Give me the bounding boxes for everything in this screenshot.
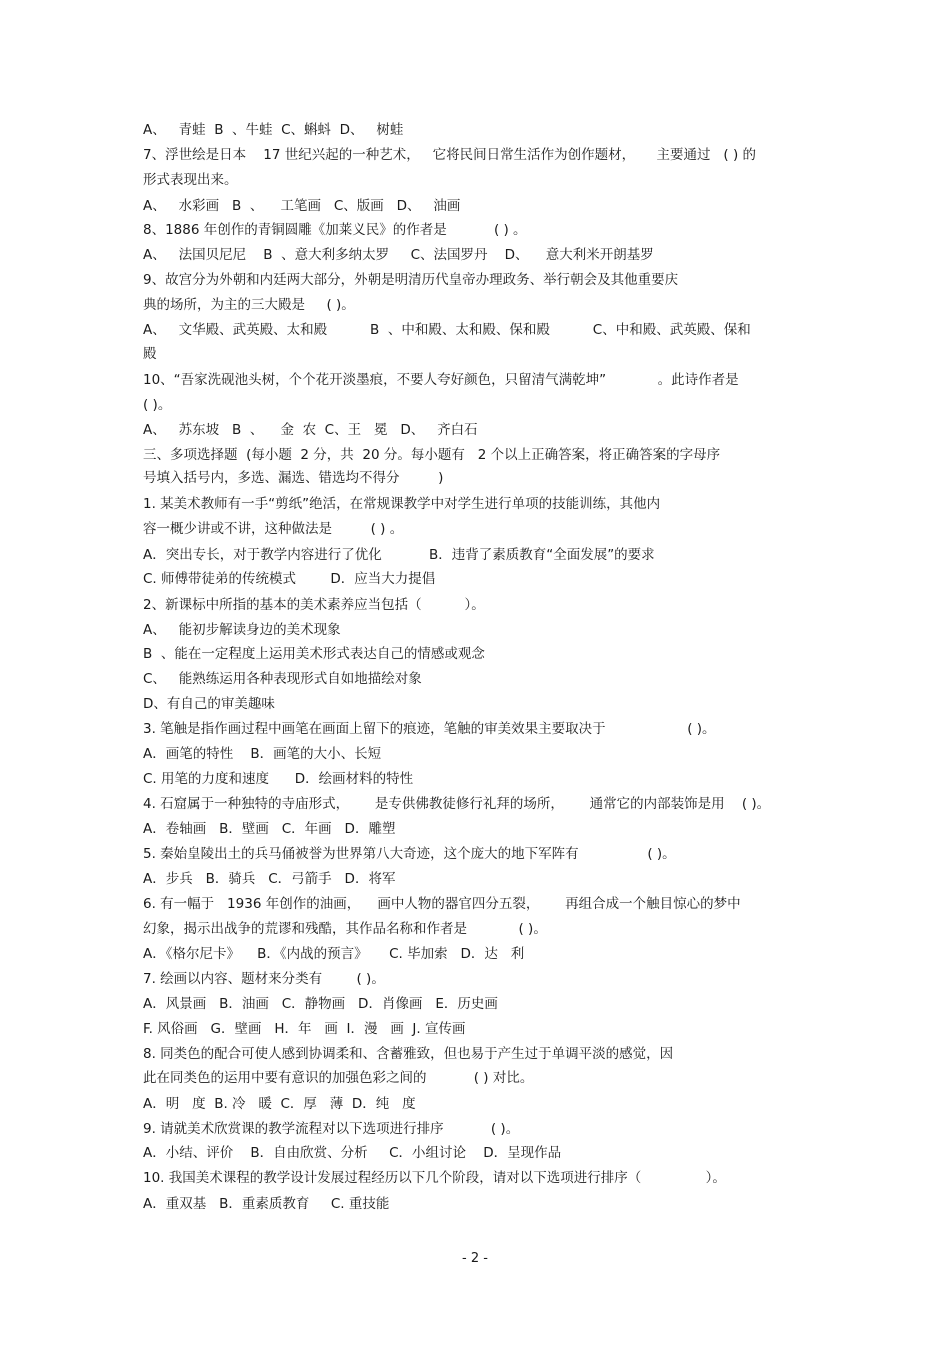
text-line: ( )。	[143, 397, 172, 413]
text-line: 5. 秦始皇陵出土的兵马俑被誉为世界第八大奇迹，这个庞大的地下军阵有 ( )。	[143, 846, 676, 862]
text-line: C. 用笔的力度和速度 D．绘画材料的特性	[143, 771, 414, 787]
text-line: A、 法国贝尼尼 B 、意大利多纳太罗 C、法国罗丹 D、 意大利米开朗基罗	[143, 247, 654, 263]
text-line: A、 青蛙 B 、牛蛙 C、蝌蚪 D、 树蛙	[143, 122, 404, 138]
text-line: 3. 笔触是指作画过程中画笔在画面上留下的痕迹，笔触的审美效果主要取决于 ( )。	[143, 721, 716, 737]
text-line: A、 水彩画 B 、 工笔画 C、版画 D、 油画	[143, 198, 461, 214]
text-line: 形式表现出来。	[143, 172, 238, 188]
text-line: F. 风俗画 G．壁画 H．年 画 I．漫 画 J. 宣传画	[143, 1021, 466, 1037]
text-line: 2、新课标中所指的基本的美术素养应当包括（ ）。	[143, 597, 485, 613]
text-line: A、 能初步解读身边的美术现象	[143, 622, 341, 638]
text-line: D、有自己的审美趣味	[143, 696, 275, 712]
text-line: 7、浮世绘是日本 17 世纪兴起的一种艺术， 它将民间日常生活作为创作题材， 主要通过 ( ) 的	[143, 147, 757, 163]
text-line: B 、能在一定程度上运用美术形式表达自己的情感或观念	[143, 646, 485, 662]
text-line: A．步兵 B．骑兵 C．弓箭手 D．将军	[143, 871, 396, 887]
text-line: A．《格尔尼卡》 B．《内战的预言》 C. 毕加索 D．达 利	[143, 946, 525, 962]
text-line: A、 苏东坡 B 、 金 农 C、王 冕 D、 齐白石	[143, 422, 478, 438]
text-line: 此在同类色的运用中要有意识的加强色彩之间的 ( ) 对比。	[143, 1070, 534, 1086]
text-line: 7. 绘画以内容、题材来分类有 ( )。	[143, 971, 385, 987]
text-line: 10. 我国美术课程的教学设计发展过程经历以下几个阶段，请对以下选项进行排序（ ）。	[143, 1170, 726, 1186]
text-line: 容一概少讲或不讲，这种做法是 ( ) 。	[143, 521, 404, 537]
text-line: 9. 请就美术欣赏课的教学流程对以下选项进行排序 ( )。	[143, 1121, 520, 1137]
text-line: A．风景画 B．油画 C．静物画 D．肖像画 E．历史画	[143, 996, 498, 1012]
text-line: 8. 同类色的配合可使人感到协调柔和、含蓄雅致，但也易于产生过于单调平淡的感觉，因	[143, 1046, 674, 1062]
text-line: 幻象，揭示出战争的荒谬和残酷，其作品名称和作者是 ( )。	[143, 921, 547, 937]
text-line: 4. 石窟属于一种独特的寺庙形式， 是专供佛教徒修行礼拜的场所， 通常它的内部装饰是用 ( )。	[143, 796, 771, 812]
text-line: 典的场所，为主的三大殿是 ( )。	[143, 297, 355, 313]
page-number: - 2 -	[462, 1251, 488, 1266]
text-line: 号填入括号内，多选、漏选、错选均不得分 )	[143, 470, 444, 486]
text-line: 殿	[143, 346, 157, 362]
text-line: A．突出专长，对于教学内容进行了优化 B．违背了素质教育“全面发展”的要求	[143, 547, 655, 563]
text-line: A．画笔的特性 B．画笔的大小、长短	[143, 746, 382, 762]
text-line: 1. 某美术教师有一手“剪纸”绝活，在常规课教学中对学生进行单项的技能训练，其他内	[143, 496, 661, 512]
text-line: A．卷轴画 B．壁画 C．年画 D．雕塑	[143, 821, 396, 837]
text-line: A．重双基 B．重素质教育 C. 重技能	[143, 1196, 390, 1212]
text-line: A、 文华殿、武英殿、太和殿 B 、中和殿、太和殿、保和殿 C、中和殿、武英殿、保和	[143, 322, 751, 338]
text-line: A．明 度 B. 冷 暖 C．厚 薄 D．纯 度	[143, 1096, 416, 1112]
text-line: 6. 有一幅于 1936 年创作的油画， 画中人物的器官四分五裂， 再组合成一个触目惊心的梦中	[143, 896, 741, 912]
text-line: A．小结、评价 B．自由欣赏、分析 C．小组讨论 D．呈现作品	[143, 1145, 562, 1161]
text-line: C. 师傅带徒弟的传统模式 D．应当大力提倡	[143, 571, 436, 587]
text-line: C、 能熟练运用各种表现形式自如地描绘对象	[143, 671, 422, 687]
text-line: 9、故宫分为外朝和内廷两大部分，外朝是明清历代皇帝办理政务、举行朝会及其他重要庆	[143, 272, 679, 288]
text-line: 10、“吾家洗砚池头树，个个花开淡墨痕，不要人夸好颜色，只留清气满乾坤” 。此诗作者是	[143, 372, 739, 388]
text-line: 三、多项选择题 (每小题 2 分，共 20 分。每小题有 2 个以上正确答案，将正确答案的字母序	[143, 447, 721, 463]
text-line: 8、1886 年创作的青铜圆雕《加莱义民》的作者是 ( ) 。	[143, 222, 527, 238]
